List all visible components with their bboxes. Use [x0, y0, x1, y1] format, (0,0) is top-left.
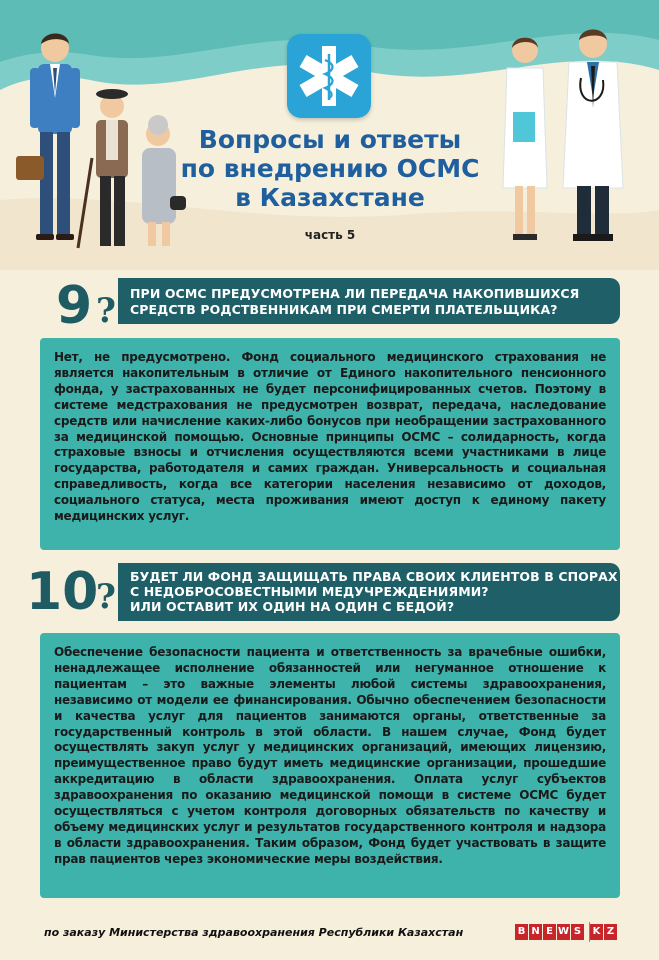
bnews-logo — [515, 924, 618, 942]
brand-letter: Z — [604, 924, 617, 940]
osms-logo — [287, 34, 371, 118]
star-of-life-icon — [287, 34, 371, 118]
question-number: 9 — [56, 276, 93, 336]
doctors-illustration — [495, 28, 645, 253]
question-text-line: ИЛИ ОСТАВИТ ИХ ОДИН НА ОДИН С БЕДОЙ? — [130, 599, 455, 614]
question-text-line: БУДЕТ ЛИ ФОНД ЗАЩИЩАТЬ ПРАВА СВОИХ КЛИЕНТОВ В СПОРАХ — [130, 569, 618, 584]
question-mark-icon: ? — [96, 291, 116, 331]
brand-letter: E — [543, 924, 556, 940]
question-bar — [118, 563, 620, 621]
brand-letter: N — [529, 924, 542, 940]
title-line: по внедрению ОСМС — [180, 154, 480, 183]
brand-letter: S — [571, 924, 584, 940]
title-line: в Казахстане — [235, 183, 425, 212]
question-text-line: С НЕДОБРОСОВЕСТНЫМИ МЕДУЧРЕЖДЕНИЯМИ? — [130, 584, 489, 599]
brand-letter: B — [515, 924, 528, 940]
answer-box — [40, 633, 620, 898]
question-number: 10 — [26, 562, 99, 622]
page-title — [150, 125, 510, 212]
brand-letter: W — [557, 924, 570, 940]
part-label: часть 5 — [304, 228, 356, 242]
answer-box — [40, 338, 620, 550]
question-bar — [118, 278, 620, 324]
question-text-line: ПРИ ОСМС ПРЕДУСМОТРЕНА ЛИ ПЕРЕДАЧА НАКОПИВШИХСЯ — [130, 286, 580, 301]
title-line: Вопросы и ответы — [198, 125, 462, 154]
brand-divider — [589, 922, 590, 942]
answer-text: Нет, не предусмотрено. Фонд социального медицинского страхования не является накопительным в отличие от Единого накопительного пенсионного фонда, у застрахованных не будет персонифицированных счетов. Поэтому в системе медстрахования не предусмотрен возврат, передача, наследование средств или начисление каких-либо бонусов при необращении застрахованного за медицинской помощью. Основные принципы ОСМС – солидарность, когда страховые взносы и отчисления осуществляются всеми участниками в лице государства, работодателя и самих граждан. Универсальность и социальная справедливость, когда все категории населения независимо от доходов, социального статуса, места проживания имеют доступ к единому пакету медицинских услуг. — [54, 350, 606, 524]
question-text-line: СРЕДСТВ РОДСТВЕННИКАМ ПРИ СМЕРТИ ПЛАТЕЛЬЩИКА? — [130, 302, 558, 317]
answer-text: Обеспечение безопасности пациента и ответственность за врачебные ошибки, ненадлежащее исполнение обязанностей или негуманное отношение к пациентам – это важные элементы любой системы здравоохранения, независимо от модели ее финансирования. Обычно обеспечением безопасности и качества услуг для пациентов занимаются органы, ответственные за государственный контроль в этой области. В нашем случае, Фонд будет осуществлять закуп услуг у медицинских организаций, имеющих лицензию, преимущественное право будут иметь медицинские организации, прошедшие аккредитацию в области здравоохранения. Оплата услуг субъектов здравоохранения по оказанию медицинской помощи в системе ОСМС будет осуществляться с учетом контроля договорных обязательств по качеству и объему медицинских услуг и результатов государственного контроля и надзора в области здравоохранения. Таким образом, Фонд будет участвовать в защите прав пациентов через экономические меры воздействия. — [54, 645, 606, 866]
question-mark-icon: ? — [96, 577, 116, 617]
brand-letter: K — [590, 924, 603, 940]
commission-note: по заказу Министерства здравоохранения Республики Казахстан — [44, 926, 464, 939]
